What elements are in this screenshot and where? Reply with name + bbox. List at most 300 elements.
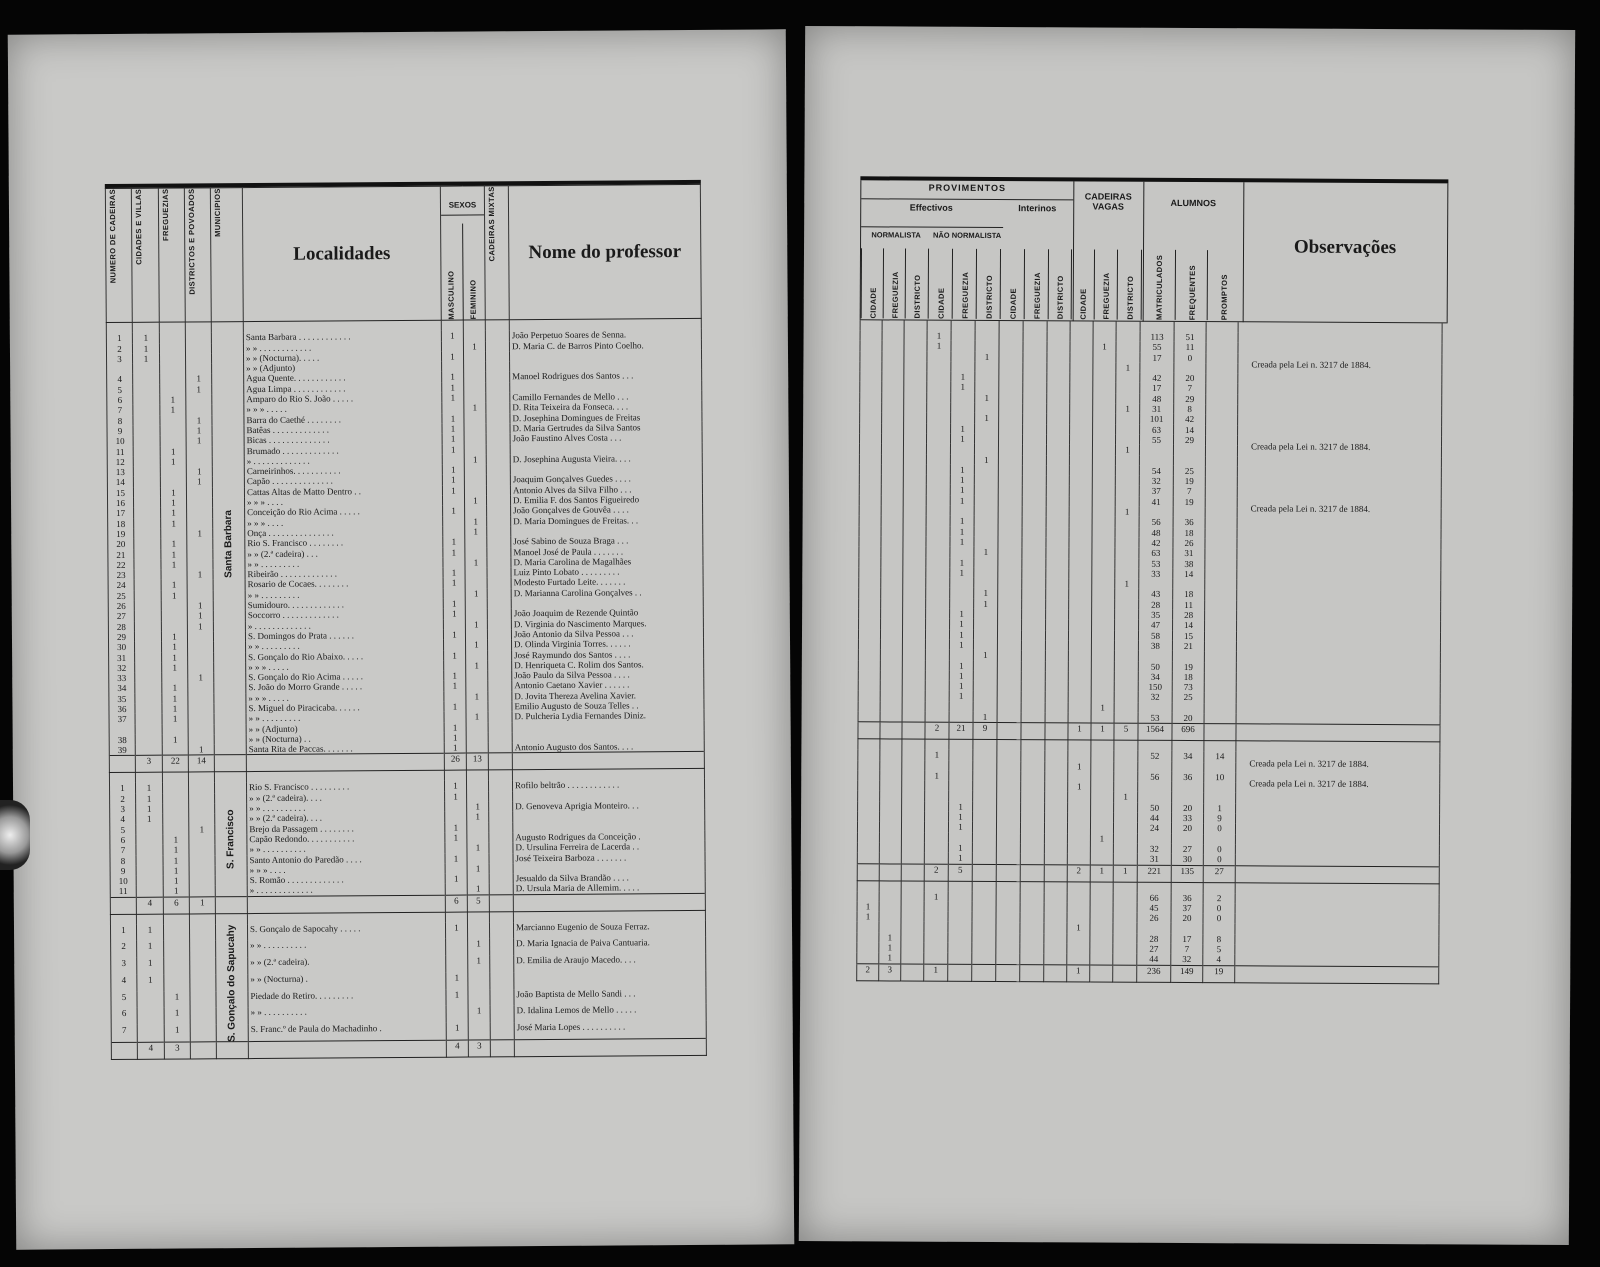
eff-norm-freguezia [881,608,903,618]
eff-nao-cidade [926,547,950,557]
observacao-note: Creada pela Lei n. 3217 de 1884. [1249,778,1369,789]
freguezia-mark [161,611,187,621]
masculino-mark: 1 [442,424,464,434]
freguezia-mark [159,343,185,353]
cidade-mark [134,529,161,539]
int-cidade [996,853,1020,864]
masculino-mark: 1 [442,475,464,485]
int-freguezia [1020,833,1044,843]
right-page [799,26,1575,1245]
freguezia-mark: 1 [162,693,188,703]
int-districto [1046,558,1069,568]
eff-nao-freguezia [949,781,973,791]
frequentes: 28 [1173,610,1205,620]
total-feminino: 5 [467,895,489,912]
frequentes: 20 [1171,823,1203,833]
total-eff-nao-freguezia [948,964,972,981]
total-int-freguezia [1021,723,1045,740]
localidade-name: » . . . . . . . . . . . . . [245,619,443,631]
municipio-name: S. Gonçalo do Sapucahy [215,924,248,1042]
promptos [1206,363,1238,373]
feminino-mark: 1 [465,516,487,526]
cadeira-number: 17 [108,508,134,518]
eff-nao-cidade [924,912,948,922]
masculino-mark: 1 [444,743,466,754]
frequentes: 73 [1172,682,1204,692]
cadeira-number: 32 [109,663,135,673]
cidade-mark [134,621,161,631]
int-cidade [999,352,1023,362]
cidade-mark: 1 [136,814,163,824]
cadeira-number: 27 [108,611,134,621]
eff-norm-freguezia [879,842,901,852]
promptos [1206,353,1238,363]
subheader-label: DISTRICTO [984,275,994,319]
localidade-name: » » . . . . . . . . . [246,712,444,724]
total-eff-nao-cidade: 2 [924,864,948,881]
cidade-mark [135,662,162,672]
total-blank [246,754,444,772]
eff-norm-cidade [858,760,880,770]
districto-mark [189,845,215,855]
promptos: 4 [1203,954,1235,965]
eff-nao-districto [975,403,999,413]
int-cidade [999,382,1023,392]
promptos [1205,548,1237,558]
promptos: 10 [1204,772,1236,782]
localidade-name: » » . . . . . . . . . . [248,1006,446,1024]
eff-nao-districto [973,802,997,812]
int-cidade [999,403,1023,413]
localidade-name: » » (2.ª cadeira). . . . [247,812,445,824]
eff-norm-districto [902,681,925,691]
total-promptos: 19 [1203,965,1235,982]
header-cadeiras-vagas: CADEIRAS VAGAS [1084,191,1132,212]
localidade-name: » » . . . . . . . . . . . . [243,341,441,353]
frequentes [1172,782,1204,792]
freguezia-mark: 1 [164,1008,190,1025]
vaga-cidade [1068,671,1091,681]
vaga-cidade [1068,812,1091,822]
matriculados: 38 [1138,641,1172,651]
vaga-districto [1114,761,1138,771]
districto-mark [187,631,213,641]
eff-norm-districto [903,578,926,588]
eff-norm-districto [904,331,927,341]
masculino-mark: 1 [446,989,468,1006]
mixta-mark [489,873,513,883]
eff-nao-districto [975,362,999,372]
spacer-cell [996,881,1020,892]
freguezia-mark [162,724,188,734]
masculino-mark [442,362,464,372]
frequentes: 19 [1173,497,1205,507]
cidade-mark: 1 [136,804,163,814]
professor-name: D. Maria Carolina de Magalhães [511,556,703,568]
freguezia-mark: 1 [162,642,188,652]
feminino-mark [465,629,487,639]
eff-nao-districto [973,660,997,670]
eff-norm-districto [901,912,924,922]
vaga-freguezia [1092,486,1115,496]
freguezia-mark [161,528,187,538]
localidade-name: S. Franc.º de Paula do Machadinho . [248,1023,446,1042]
eff-nao-cidade [926,567,950,577]
matriculados: 50 [1138,803,1172,813]
vaga-freguezia [1091,792,1114,802]
feminino-mark [468,989,490,1006]
eff-nao-districto [972,943,996,953]
feminino-mark [464,362,486,372]
localidade-name: Piedade do Retiro. . . . . . . . . [248,989,446,1007]
int-cidade [996,943,1020,953]
freguezia-mark: 1 [163,865,189,875]
eff-norm-freguezia [880,650,902,660]
total-blank [489,894,513,911]
masculino-mark: 1 [445,853,467,863]
eff-norm-freguezia [880,660,902,670]
eff-nao-freguezia: 1 [949,629,973,639]
districto-mark [185,353,211,363]
vaga-freguezia [1091,682,1114,692]
vaga-freguezia [1093,332,1116,342]
eff-nao-freguezia: 1 [949,640,973,650]
eff-nao-districto: 1 [974,588,998,598]
vaga-cidade [1068,792,1091,802]
masculino-mark: 1 [443,609,465,619]
eff-nao-cidade [925,812,949,822]
eff-nao-freguezia [949,771,973,781]
total-eff-norm-freguezia [879,863,901,880]
vaga-cidade [1068,681,1091,691]
int-freguezia [1022,599,1046,609]
int-districto [1046,527,1069,537]
promptos: 1 [1204,803,1236,813]
vaga-districto [1115,568,1139,578]
eff-norm-districto [903,609,926,619]
professor-name: João Baptista de Mello Sandi . . . [514,987,706,1005]
cidade-mark [134,632,161,642]
int-districto [1044,843,1067,853]
subheader-freguezia [1094,250,1118,320]
promptos [1205,466,1237,476]
vaga-cidade [1069,486,1092,496]
eff-norm-cidade [859,444,881,454]
eff-nao-freguezia: 1 [948,853,972,864]
feminino-mark: 1 [467,884,489,895]
eff-norm-districto [903,516,926,526]
vaga-cidade [1070,352,1093,362]
professor-name: Luiz Pinto Lobato . . . . . . . . . [511,566,703,578]
mixta-mark [489,922,513,939]
total-blank [216,1042,248,1059]
feminino-mark [466,670,488,680]
cadeira-number: 19 [108,529,134,539]
cadeira-number: 34 [109,683,135,693]
frequentes: 31 [1173,548,1205,558]
subheader-districto [1048,249,1072,319]
matriculados: 27 [1137,944,1171,954]
vaga-districto [1114,671,1138,681]
eff-norm-cidade [857,942,879,952]
vaga-cidade [1070,342,1093,352]
frequentes: 15 [1172,631,1204,641]
cadeira-number: 14 [107,477,133,487]
eff-norm-cidade [859,505,881,515]
matriculados: 42 [1140,373,1174,383]
eff-norm-freguezia [880,639,902,649]
eff-nao-districto [973,781,997,791]
eff-norm-districto [903,526,926,536]
vaga-cidade [1069,455,1092,465]
eff-nao-districto [974,485,998,495]
right-ledger-table [856,320,1442,984]
mixta-mark [489,822,513,832]
int-freguezia [1021,702,1045,712]
cadeira-number: 2 [106,343,132,353]
frequentes: 17 [1171,934,1203,944]
vaga-cidade [1070,331,1093,341]
districto-mark [189,865,215,875]
spacer-cell [1068,740,1091,751]
vaga-districto [1114,641,1138,651]
eff-nao-cidade [925,712,949,723]
vaga-districto [1116,414,1140,424]
vaga-districto [1115,548,1139,558]
districto-mark: 1 [187,611,213,621]
int-freguezia [1023,393,1047,403]
eff-norm-freguezia [879,901,901,911]
matriculados [1138,702,1172,712]
int-freguezia [1021,750,1045,760]
int-cidade [997,630,1021,640]
professor-name: João Perpetuo Soares de Senna. [509,329,701,341]
eff-norm-freguezia [881,454,903,464]
mixta-mark [486,433,510,443]
total-cidades: 4 [136,897,163,914]
professor-name: D. Maria Gertrudes da Silva Santos [510,422,702,434]
freguezia-mark: 1 [162,714,188,724]
eff-nao-districto [972,953,996,964]
eff-nao-districto [972,833,996,843]
eff-norm-cidade [860,330,882,340]
vaga-cidade [1067,913,1090,923]
eff-nao-freguezia: 1 [951,372,975,382]
eff-nao-cidade [925,640,949,650]
freguezia-mark: 1 [162,662,188,672]
vaga-freguezia [1092,589,1115,599]
vaga-freguezia [1090,843,1113,853]
subheader-label: FREGUEZIA [960,271,970,319]
vaga-freguezia [1092,434,1115,444]
eff-norm-freguezia [881,536,903,546]
mixta-mark [489,863,513,873]
eff-norm-cidade [860,423,882,433]
promptos [1203,834,1235,844]
left-ledger [105,180,707,1060]
cadeira-number: 12 [107,457,133,467]
matriculados [1139,455,1173,465]
vaga-cidade [1070,403,1093,413]
matriculados: 32 [1139,476,1173,486]
matriculados: 63 [1140,424,1174,434]
matriculados: 28 [1139,599,1173,609]
districto-mark: 1 [189,824,215,834]
eff-norm-cidade: 1 [857,911,879,921]
cadeira-number: 3 [111,958,137,975]
mixta-mark [489,884,513,895]
int-freguezia [1021,812,1045,822]
mixta-mark [490,1022,514,1040]
int-cidade [999,331,1023,341]
masculino-mark: 1 [443,506,465,516]
cidade-mark [135,652,162,662]
promptos [1205,507,1237,517]
frequentes: 18 [1173,528,1205,538]
eff-nao-freguezia: 1 [949,671,973,681]
eff-norm-cidade [860,402,882,412]
mixta-mark [490,989,514,1006]
districto-mark [188,652,214,662]
spacer-cell [975,321,999,331]
feminino-mark [465,568,487,578]
int-cidade [997,750,1021,760]
cidade-mark: 1 [132,343,159,353]
total-int-districto [1045,723,1068,740]
total-int-cidade [997,723,1021,740]
int-cidade [998,609,1022,619]
promptos [1204,762,1236,772]
int-districto [1046,496,1069,506]
freguezia-mark [160,384,186,394]
spacer-cell [857,880,879,891]
districto-mark: 1 [186,374,212,384]
matriculados [1138,792,1172,802]
int-districto [1045,661,1068,671]
vaga-freguezia [1092,620,1115,630]
vaga-districto: 1 [1115,507,1139,517]
eff-norm-freguezia [882,382,904,392]
right-subheaders [861,248,1243,322]
eff-nao-cidade [926,526,950,536]
total-matriculados: 236 [1137,965,1171,982]
int-districto [1044,823,1067,833]
header-professor: Nome do professor [508,184,701,320]
localidade-name: Capão . . . . . . . . . . . . . . [244,475,442,487]
cadeira-number: 5 [111,991,137,1008]
districto-mark [189,924,215,941]
vaga-freguezia [1093,414,1116,424]
spacer-cell [163,914,189,925]
professor-name: João Paulo da Silva Pessoa . . . . [512,669,704,681]
feminino-mark [467,853,489,863]
spacer-cell [444,771,466,782]
vaga-districto: 1 [1116,363,1140,373]
spacer-cell [485,320,509,331]
int-districto [1045,681,1068,691]
frequentes: 7 [1174,383,1206,393]
masculino-mark: 1 [445,791,467,801]
matriculados: 55 [1139,435,1173,445]
frequentes [1171,834,1203,844]
eff-norm-cidade [858,660,880,670]
int-cidade [997,691,1021,701]
vaga-freguezia [1090,902,1113,912]
vaga-cidade: 1 [1067,923,1090,933]
eff-norm-freguezia [882,423,904,433]
matriculados: 101 [1140,414,1174,424]
freguezia-mark [160,467,186,477]
eff-norm-freguezia [882,351,904,361]
feminino-mark [464,485,486,495]
int-districto [1044,933,1067,943]
spacer-cell [1137,882,1171,893]
freguezia-mark: 1 [163,834,189,844]
int-cidade [996,892,1020,902]
eff-norm-freguezia [879,891,901,901]
total-vaga-freguezia: 1 [1091,723,1114,740]
cidade-mark: 1 [136,793,163,803]
promptos [1204,641,1236,651]
vaga-freguezia [1090,823,1113,833]
cadeira-number: 37 [109,714,135,724]
frequentes [1172,792,1204,802]
frequentes: 14 [1174,425,1206,435]
eff-norm-freguezia: 1 [879,942,901,952]
spacer-cell [1047,321,1070,331]
freguezia-mark: 1 [161,590,187,600]
professor-name: D. Emilia de Araujo Macedo. . . . [514,954,706,972]
total-vaga-districto: 5 [1114,723,1138,740]
cadeira-number: 5 [110,825,136,835]
vaga-districto [1114,661,1138,671]
int-freguezia [1021,792,1045,802]
districto-mark [189,886,215,897]
cadeira-number: 7 [107,405,133,415]
feminino-mark: 1 [466,660,488,670]
total-blank [111,1042,137,1059]
eff-nao-freguezia [951,413,975,423]
feminino-mark: 1 [465,588,487,598]
eff-nao-districto [973,750,997,760]
feminino-mark [468,972,490,989]
eff-norm-freguezia [879,832,901,842]
eff-nao-freguezia: 1 [950,485,974,495]
masculino-mark [443,526,465,536]
eff-nao-freguezia [950,444,974,454]
eff-norm-cidade [857,842,879,852]
masculino-mark: 1 [442,382,464,392]
masculino-mark: 1 [445,822,467,832]
districto-mark [189,814,215,824]
vaga-districto [1116,393,1140,403]
matriculados: 34 [1138,672,1172,682]
matriculados: 17 [1140,352,1174,362]
vaga-cidade [1069,465,1092,475]
int-cidade [997,761,1021,771]
eff-norm-freguezia [880,711,902,722]
vaga-cidade [1069,568,1092,578]
frequentes [1172,651,1204,661]
freguezia-mark [164,974,190,991]
vaga-freguezia [1091,802,1114,812]
eff-norm-cidade [859,485,881,495]
int-districto [1047,383,1070,393]
masculino-mark: 1 [442,434,464,444]
eff-norm-cidade [858,750,880,760]
eff-nao-freguezia [948,832,972,842]
spacer-cell [901,881,924,892]
